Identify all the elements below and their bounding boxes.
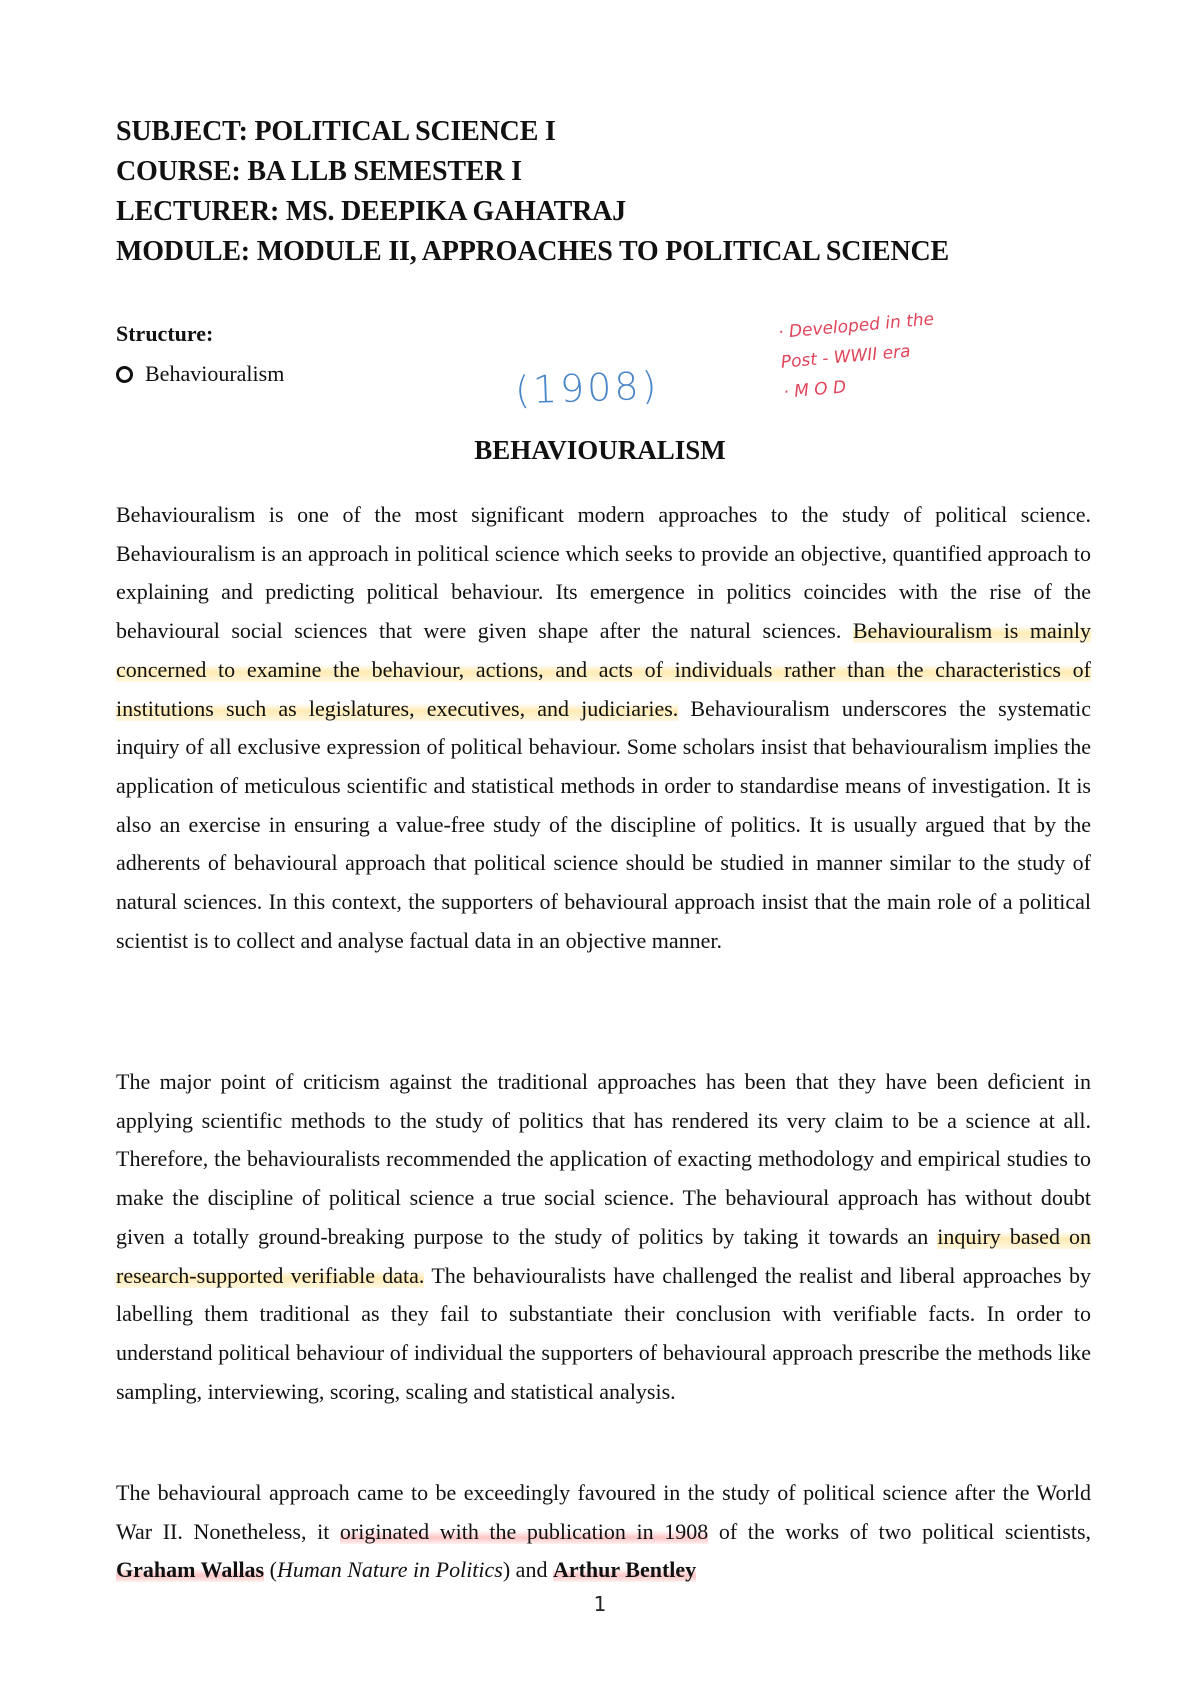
- structure-item-label: Behaviouralism: [145, 361, 285, 386]
- paragraph-text: Behaviouralism underscores the systematic inquiry of all exclusive expression of political behaviour. Some scholars insist that behaviouralism implies the application of meticulous scientific and statistical methods in order to standardise means of investigation. It is also an exercise in ensuring a value-free study of the discipline of politics. It is usually argued that by the adherents of behavioural approach that political science should be studied in manner similar to the study of natural sciences. In this context, the supporters of behavioural approach insist that the main role of a political scientist is to collect and analyse factual data in an objective manner.: [116, 695, 1091, 953]
- paragraph-text: (: [264, 1557, 277, 1583]
- paragraph-text: of the works of two political scientists,: [708, 1518, 1092, 1544]
- structure-section: [116, 318, 284, 390]
- paragraph-text: The behaviouralists have challenged the realist and liberal approaches by labelling them traditional as they fail to substantiate their conclusion with verifiable facts. In order to understand political behaviour of individual the supporters of behavioural approach prescribe the methods like sampling, interviewing, scoring, scaling and statistical analysis.: [116, 1262, 1091, 1404]
- highlighted-text: inquiry based on research-supported verifiable data.: [116, 1223, 1091, 1288]
- paragraph-text: Behaviouralism is one of the most significant modern approaches to the study of political science. Behaviouralism is an approach in political science which seeks to provide an objective, quantified approach to explaining and predicting political behaviour. Its emergence in politics coincides with the rise of the behavioural social sciences that were given shape after the natural sciences.: [116, 502, 1091, 644]
- paragraph-text: The major point of criticism against the traditional approaches has been that they have been deficient in applying scientific methods to the study of politics that has rendered its very claim to be a science at all. Therefore, the behaviouralists recommended the application of exacting methodology and empirical studies to make the discipline of political science a true social science. The behavioural approach has without doubt given a totally ground-breaking purpose to the study of politics by taking it towards an: [116, 1069, 1091, 1249]
- note-line: Post - WWII era: [780, 341, 912, 373]
- note-line: · Developed in the: [777, 309, 935, 343]
- author-name: Arthur Bentley: [552, 1557, 697, 1583]
- structure-list-item: [116, 358, 284, 390]
- note-line: · M O D: [782, 377, 847, 403]
- handwritten-margin-note: [777, 304, 940, 407]
- paragraph-text: ) and: [502, 1557, 553, 1583]
- page-number: 1: [593, 1592, 607, 1616]
- paragraph-text: The behavioural approach came to be exceedingly favoured in the study of political science after the World War II. Nonetheless, it: [116, 1480, 1091, 1544]
- highlighted-text: originated with the publication in 1908: [339, 1518, 709, 1544]
- course-line: COURSE: BA LLB SEMESTER I: [116, 156, 522, 187]
- module-line: MODULE: MODULE II, APPROACHES TO POLITICAL SCIENCE: [116, 236, 949, 267]
- handwritten-year-annotation: (1908): [514, 363, 661, 413]
- lecturer-line: LECTURER: MS. DEEPIKA GAHATRAJ: [116, 196, 626, 227]
- structure-label: Structure:: [116, 321, 214, 346]
- body-paragraph-3: [116, 1474, 1091, 1590]
- section-title: BEHAVIOURALISM: [474, 435, 726, 465]
- author-name: Graham Wallas: [116, 1557, 265, 1583]
- body-paragraph-1: [116, 496, 1091, 960]
- subject-line: SUBJECT: POLITICAL SCIENCE I: [116, 116, 556, 147]
- highlighted-text: Behaviouralism is mainly concerned to examine the behaviour, actions, and acts of individuals rather than the characteristics of institutions such as legislatures, executives, and judiciaries.: [116, 618, 1091, 721]
- body-paragraph-2: [116, 1063, 1091, 1411]
- book-title: Human Nature in Politics: [276, 1557, 503, 1583]
- document-header: [116, 112, 1076, 272]
- circle-bullet-icon: [116, 366, 133, 383]
